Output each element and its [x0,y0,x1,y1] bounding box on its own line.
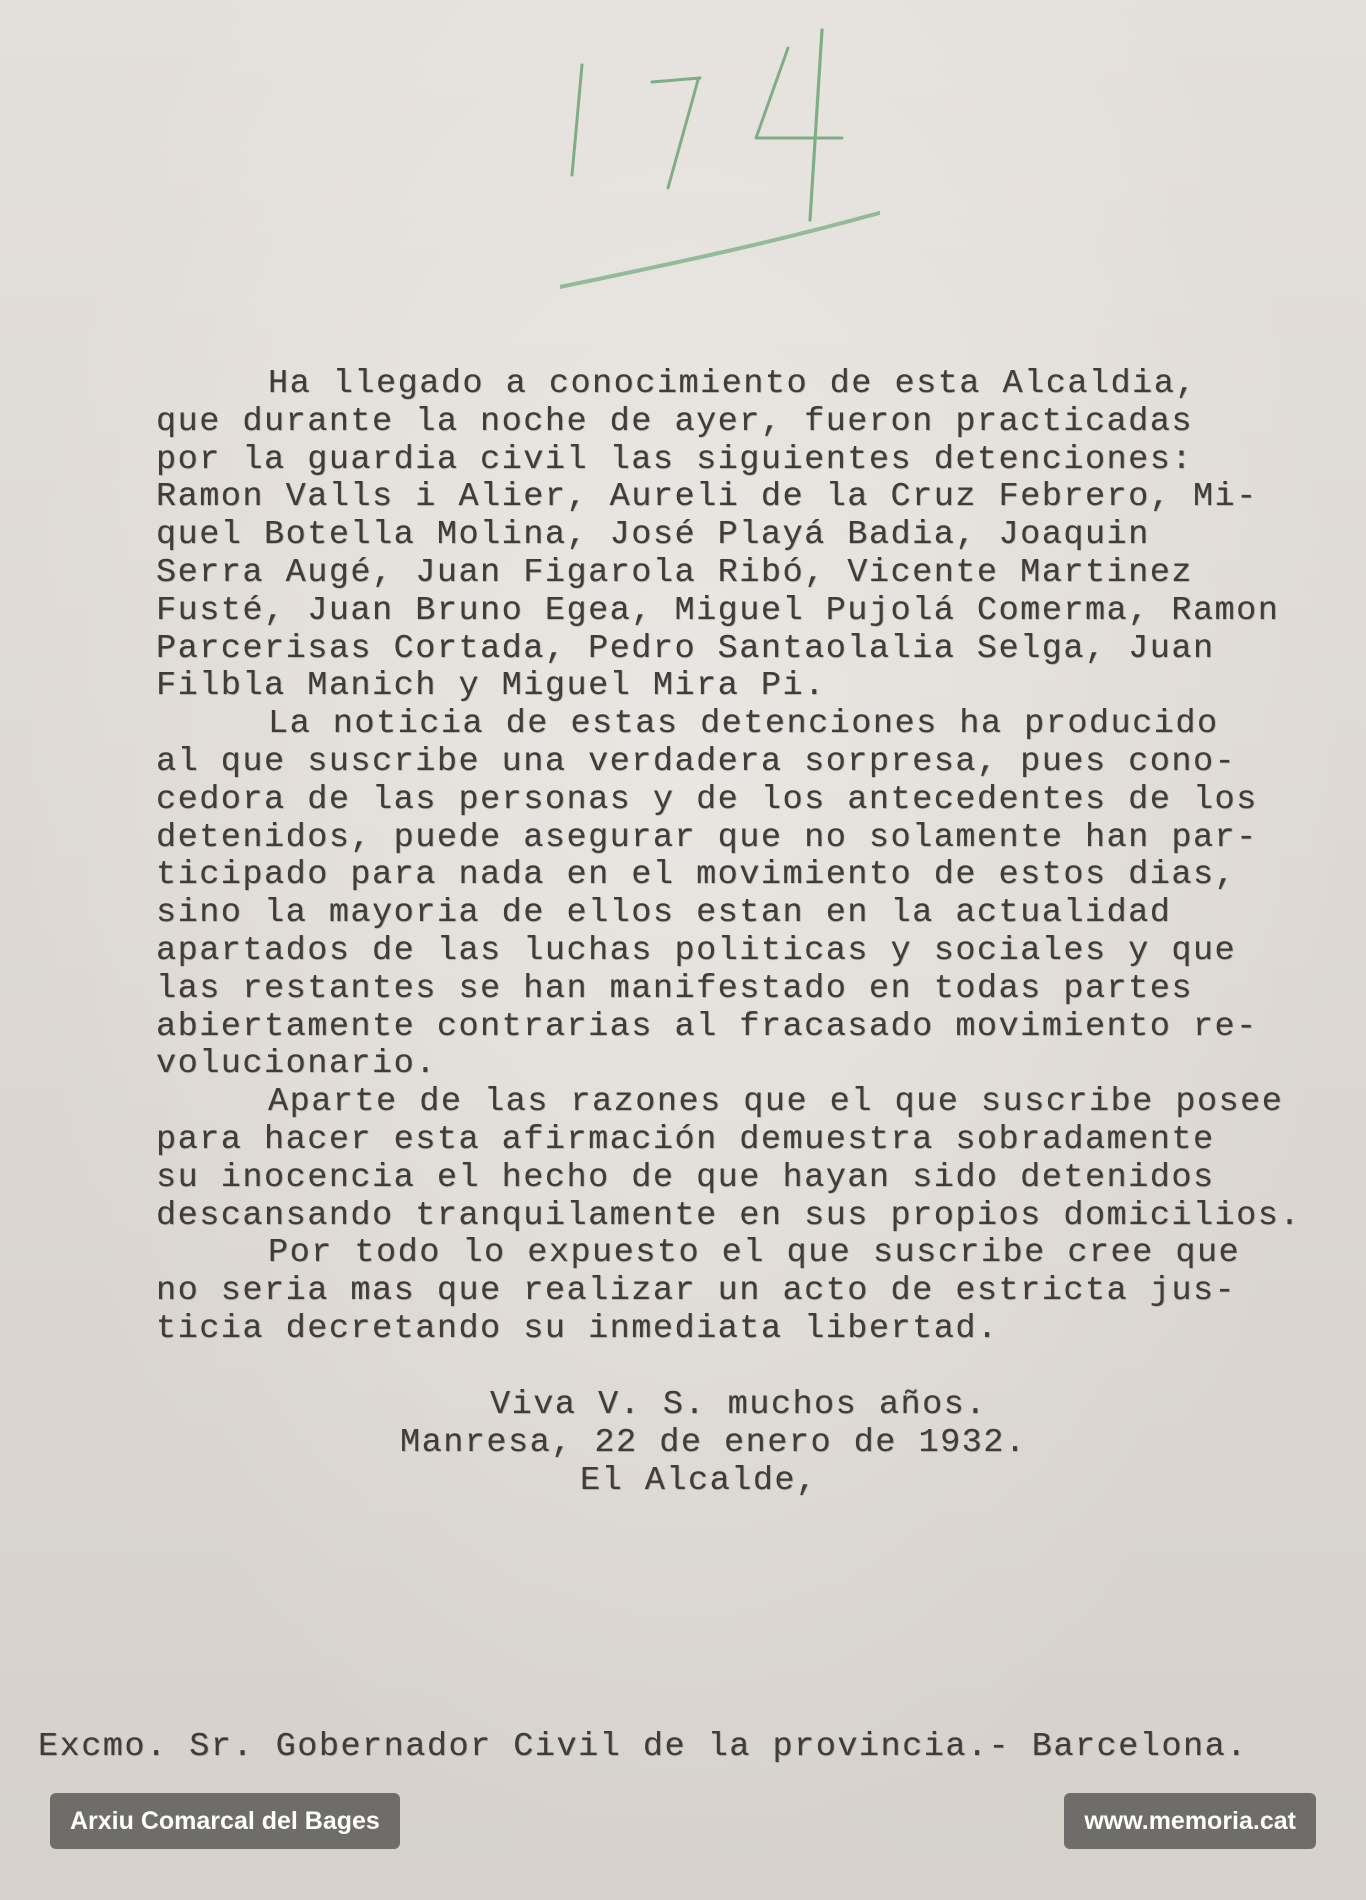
letter-line: las restantes se han manifestado en todas partes [156,969,1193,1008]
letter-line: ticipado para nada en el movimiento de estos dias, [156,856,1237,895]
closing-signatory: El Alcalde, [580,1462,818,1500]
letter-line: detenidos, puede asegurar que no solamente han par- [156,818,1258,857]
letter-line: La noticia de estas detenciones ha producido [268,705,1219,744]
letter-line: que durante la noche de ayer, fueron practicadas [156,402,1193,441]
letter-line: Ha llegado a conocimiento de esta Alcaldia, [268,365,1197,403]
letter-line: Aparte de las razones que el que suscribe posee [268,1083,1284,1122]
letter-line: cedora de las personas y de los antecedentes de los [156,780,1258,819]
letter-line: su inocencia el hecho de que hayan sido detenidos [156,1158,1215,1197]
letter-line: Por todo lo expuesto el que suscribe cree que [268,1234,1241,1273]
closing-salutation: Viva V. S. muchos años. [490,1386,987,1424]
closing-place-date: Manresa, 22 de enero de 1932. [400,1424,1027,1462]
letter-line: al que suscribe una verdadera sorpresa, pues cono- [156,742,1237,781]
letter-line: apartados de las luchas politicas y sociales y que [156,931,1237,970]
website-watermark-badge: www.memoria.cat [1064,1793,1316,1849]
letter-line: Serra Augé, Juan Figarola Ribó, Vicente Martinez [156,553,1193,592]
letter-body [156,366,1301,1349]
letter-line: quel Botella Molina, José Playá Badia, Joaquin [156,516,1150,555]
letter-line: Ramon Valls i Alier, Aureli de la Cruz Febrero, Mi- [156,478,1258,517]
letter-line: Filbla Manich y Miguel Mira Pi. [156,667,826,706]
letter-line: abiertamente contrarias al fracasado movimiento re- [156,1007,1258,1046]
letter-line: sino la mayoria de ellos estan en la actualidad [156,894,1172,933]
letter-line: no seria mas que realizar un acto de estricta jus- [156,1272,1237,1311]
letter-line: Fusté, Juan Bruno Egea, Miguel Pujolá Comerma, Ramon [156,591,1280,630]
folio-number-handwritten [560,20,880,320]
addressee-line: Excmo. Sr. Gobernador Civil de la provincia.- Barcelona. [38,1728,1248,1766]
archive-watermark-badge: Arxiu Comarcal del Bages [50,1793,400,1849]
letter-line: descansando tranquilamente en sus propios domicilios. [156,1196,1301,1235]
letter-line: por la guardia civil las siguientes detenciones: [156,440,1193,479]
letter-line: ticia decretando su inmediata libertad. [156,1309,999,1348]
letter-line: para hacer esta afirmación demuestra sobradamente [156,1120,1215,1159]
letter-line: volucionario. [156,1045,437,1084]
letter-line: Parcerisas Cortada, Pedro Santaolalia Selga, Juan [156,629,1215,668]
